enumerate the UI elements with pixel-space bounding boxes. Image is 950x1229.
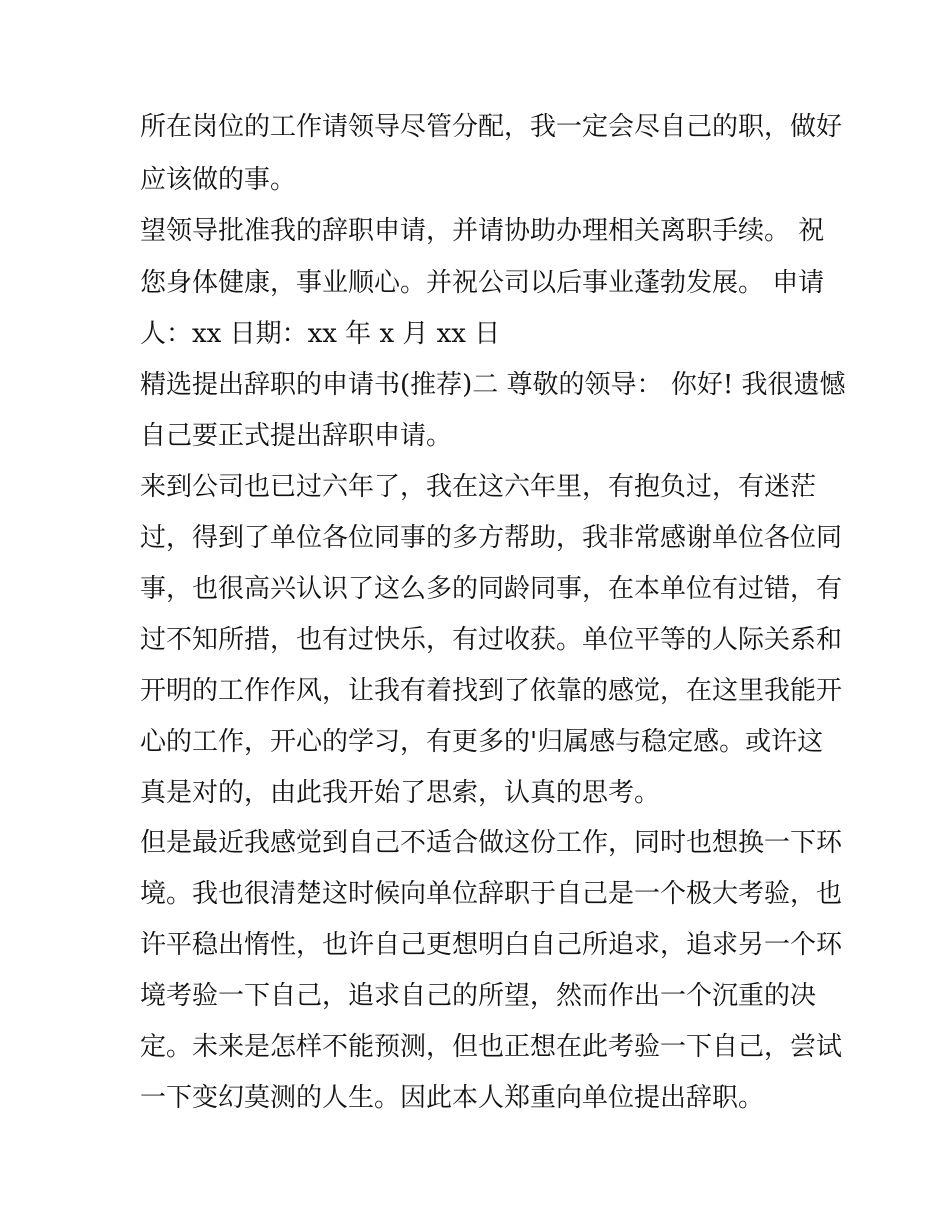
text-line: 来到公司也已过六年了，我在这六年里，有抱负过，有迷茫: [140, 472, 817, 502]
text-line: 境。我也很清楚这时候向单位辞职于自己是一个极大考验，也: [140, 879, 843, 909]
text-line: 心的工作，开心的学习，有更多的'归属感与稳定感。或许这: [140, 727, 824, 757]
text-line: 真是对的，由此我开始了思索，认真的思考。: [140, 778, 661, 808]
text-line: 定。未来是怎样不能预测，但也正想在此考验一下自己，尝试: [140, 1032, 843, 1062]
text-line: 望领导批准我的辞职申请，并请协助办理相关离职手续。 祝: [140, 216, 825, 246]
text-line: 境考验一下自己，追求自己的所望，然而作出一个沉重的决: [140, 981, 817, 1011]
text-line: 许平稳出惰性，也许自己更想明白自己所追求，追求另一个环: [140, 930, 843, 960]
text-line: 人：xx 日期：xx 年 x 月 xx 日: [140, 319, 501, 349]
text-line: 精选提出辞职的申请书(推荐)二 尊敬的领导： 你好! 我很遗憾: [140, 370, 846, 400]
text-line: 开明的工作作风，让我有着找到了依靠的感觉，在这里我能开: [140, 676, 843, 706]
text-line: 过，得到了单位各位同事的多方帮助，我非常感谢单位各位同: [140, 523, 843, 553]
text-line: 事，也很高兴认识了这么多的同龄同事，在本单位有过错，有: [140, 574, 843, 604]
text-line: 应该做的事。: [140, 165, 297, 195]
text-line: 但是最近我感觉到自己不适合做这份工作，同时也想换一下环: [140, 828, 843, 858]
text-line: 过不知所措，也有过快乐，有过收获。单位平等的人际关系和: [140, 625, 843, 655]
text-line: 所在岗位的工作请领导尽管分配，我一定会尽自己的职，做好: [140, 112, 843, 142]
text-line: 一下变幻莫测的人生。因此本人郑重向单位提出辞职。: [140, 1083, 765, 1113]
text-line: 您身体健康，事业顺心。并祝公司以后事业蓬勃发展。 申请: [140, 268, 825, 298]
text-line: 自己要正式提出辞职申请。: [140, 421, 453, 451]
